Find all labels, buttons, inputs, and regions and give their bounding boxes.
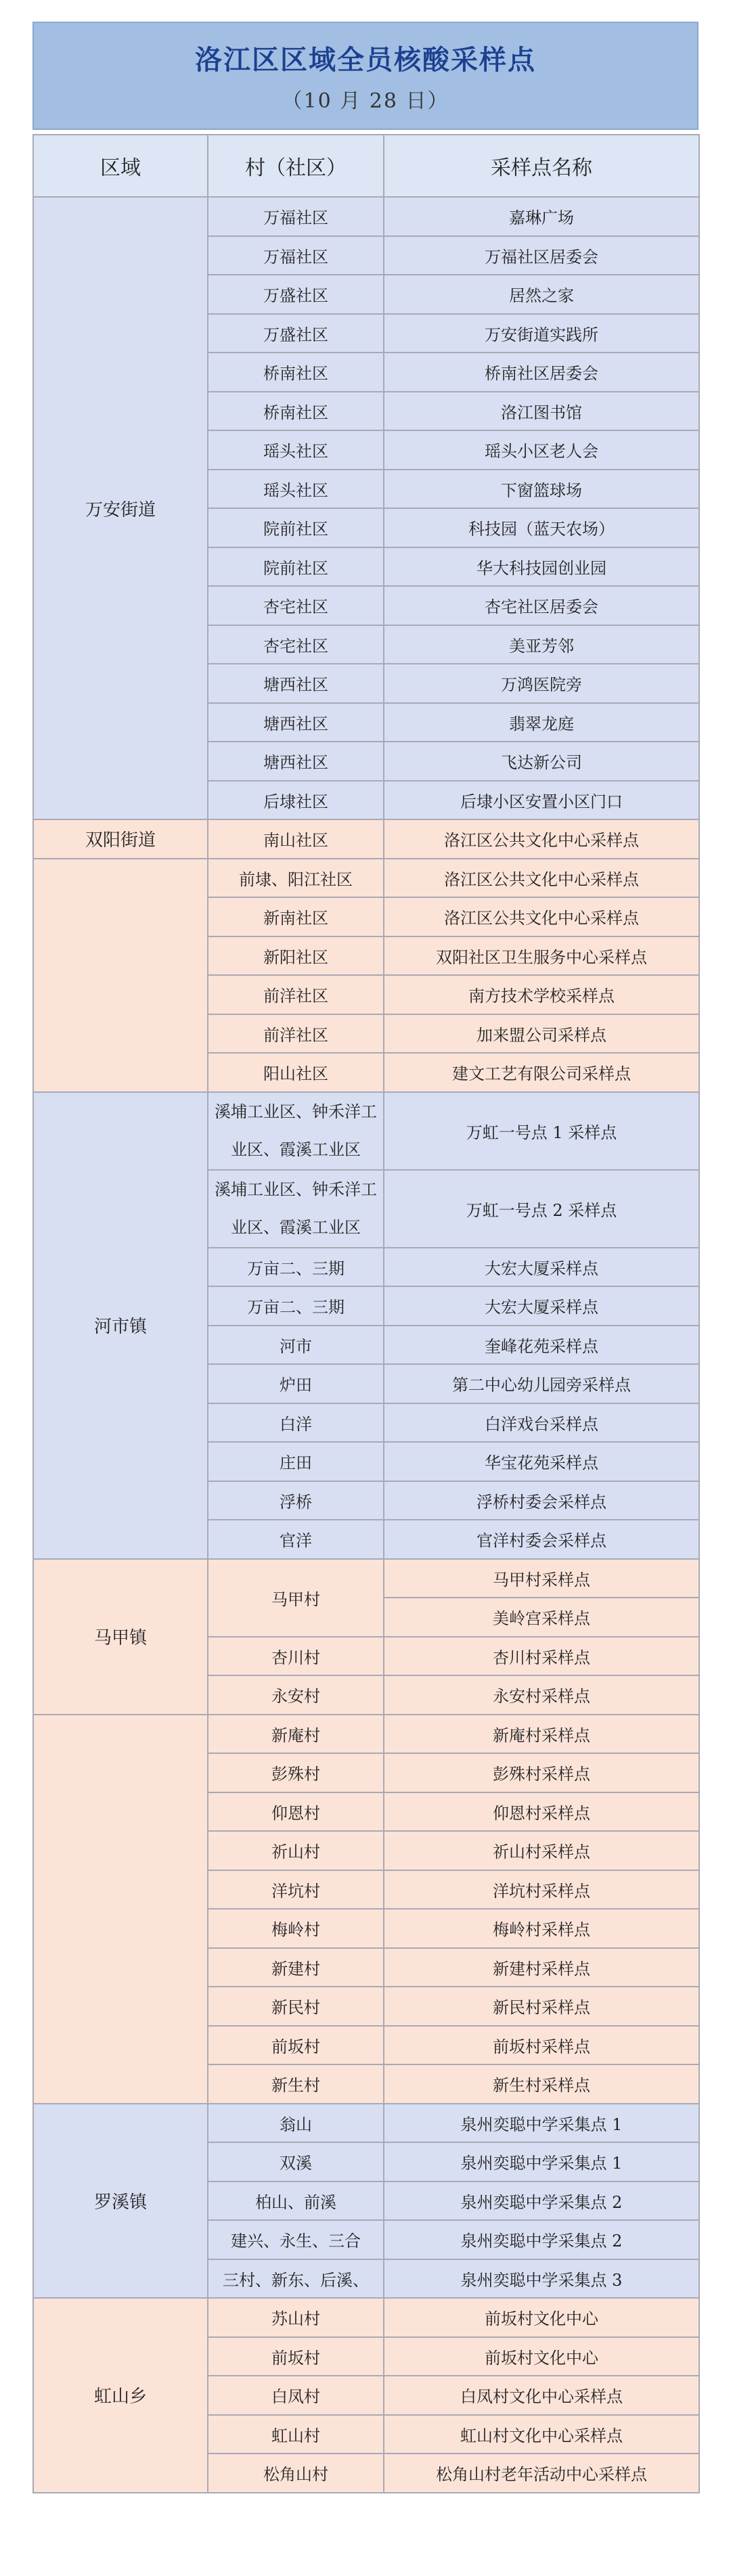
village-cell: 炉田: [208, 1364, 384, 1403]
sampling-table: [32, 134, 700, 2493]
area-cell: [33, 859, 208, 1092]
site-cell: 泉州奕聪中学采集点 2: [384, 2220, 699, 2259]
site-cell: 马甲村采样点: [384, 1559, 699, 1598]
village-cell: 河市: [208, 1326, 384, 1365]
site-cell: 祈山村采样点: [384, 1831, 699, 1870]
page-subtitle: （10 月 28 日）: [282, 89, 449, 113]
site-cell: 泉州奕聪中学采集点 2: [384, 2182, 699, 2221]
site-cell: 前坂村采样点: [384, 2026, 699, 2065]
village-cell: 双溪: [208, 2142, 384, 2182]
header-area: 区域: [33, 135, 208, 197]
village-cell: 仰恩村: [208, 1792, 384, 1832]
village-cell: 建兴、永生、三合: [208, 2220, 384, 2259]
village-cell: 梅岭村: [208, 1909, 384, 1948]
site-cell: 万安街道实践所: [384, 314, 699, 353]
table-header-row: [33, 135, 699, 197]
village-cell: 三村、新东、后溪、: [208, 2259, 384, 2299]
village-cell: 南山社区: [208, 819, 384, 859]
site-cell: 桥南社区居委会: [384, 353, 699, 392]
site-cell: 美岭宫采样点: [384, 1598, 699, 1637]
table-row: [33, 2298, 699, 2337]
village-cell: 瑶头社区: [208, 430, 384, 470]
site-cell: 万虹一号点 1 采样点: [384, 1092, 699, 1170]
site-cell: 泉州奕聪中学采集点 1: [384, 2142, 699, 2182]
village-cell: 前洋社区: [208, 1014, 384, 1054]
village-cell: 新阳社区: [208, 936, 384, 976]
village-cell: 白凤村: [208, 2376, 384, 2415]
site-cell: 万福社区居委会: [384, 236, 699, 275]
site-cell: 南方技术学校采样点: [384, 975, 699, 1014]
site-cell: 虹山村文化中心采样点: [384, 2415, 699, 2454]
village-cell: 新南社区: [208, 897, 384, 936]
village-cell: 翁山: [208, 2104, 384, 2143]
village-cell: 万福社区: [208, 197, 384, 236]
village-cell: 后埭社区: [208, 781, 384, 820]
village-cell: 阳山社区: [208, 1053, 384, 1092]
header-site: 采样点名称: [384, 135, 699, 197]
village-cell: 苏山村: [208, 2298, 384, 2337]
site-cell: 前坂村文化中心: [384, 2298, 699, 2337]
village-cell: 溪埔工业区、钟禾洋工业区、霞溪工业区: [208, 1092, 384, 1170]
village-cell: 松角山村: [208, 2454, 384, 2493]
table-body: [33, 197, 699, 2493]
site-cell: 华宝花苑采样点: [384, 1442, 699, 1481]
village-cell: 浮桥: [208, 1481, 384, 1520]
village-cell: 万福社区: [208, 236, 384, 275]
village-cell: 万盛社区: [208, 314, 384, 353]
village-cell: 桥南社区: [208, 353, 384, 392]
header-village: 村（社区）: [208, 135, 384, 197]
village-cell: 新庵村: [208, 1715, 384, 1754]
site-cell: 彭殊村采样点: [384, 1753, 699, 1792]
village-cell: 永安村: [208, 1675, 384, 1715]
site-cell: 洛江区公共文化中心采样点: [384, 819, 699, 859]
table-row: [33, 2104, 699, 2143]
site-cell: 加来盟公司采样点: [384, 1014, 699, 1054]
site-cell: 泉州奕聪中学采集点 3: [384, 2259, 699, 2299]
site-cell: 嘉琳广场: [384, 197, 699, 236]
village-cell: 万亩二、三期: [208, 1286, 384, 1326]
village-cell: 彭殊村: [208, 1753, 384, 1792]
site-cell: 杏宅社区居委会: [384, 586, 699, 625]
area-cell: 虹山乡: [33, 2298, 208, 2493]
area-cell: 万安街道: [33, 197, 208, 819]
site-cell: 华大科技园创业园: [384, 547, 699, 587]
village-cell: 柏山、前溪: [208, 2182, 384, 2221]
page-title: 洛江区区域全员核酸采样点: [195, 44, 536, 76]
site-cell: 官洋村委会采样点: [384, 1520, 699, 1559]
site-cell: 新生村采样点: [384, 2064, 699, 2104]
village-cell: 洋坑村: [208, 1870, 384, 1910]
table-row: [33, 1092, 699, 1170]
site-cell: 第二中心幼儿园旁采样点: [384, 1364, 699, 1403]
village-cell: 官洋: [208, 1520, 384, 1559]
site-cell: 科技园（蓝天农场）: [384, 508, 699, 547]
village-cell: 万盛社区: [208, 275, 384, 314]
village-cell: 祈山村: [208, 1831, 384, 1870]
site-cell: 瑶头小区老人会: [384, 430, 699, 470]
site-cell: 翡翠龙庭: [384, 703, 699, 742]
site-cell: 永安村采样点: [384, 1675, 699, 1715]
village-cell: 杏川村: [208, 1637, 384, 1676]
site-cell: 松角山村老年活动中心采样点: [384, 2454, 699, 2493]
area-cell: 河市镇: [33, 1092, 208, 1559]
table-row: [33, 1715, 699, 1754]
village-cell: 瑶头社区: [208, 470, 384, 509]
title-banner: [32, 22, 699, 130]
village-cell: 新民村: [208, 1987, 384, 2026]
site-cell: 仰恩村采样点: [384, 1792, 699, 1832]
area-cell: 罗溪镇: [33, 2104, 208, 2299]
site-cell: 浮桥村委会采样点: [384, 1481, 699, 1520]
site-cell: 泉州奕聪中学采集点 1: [384, 2104, 699, 2143]
site-cell: 洛江图书馆: [384, 392, 699, 431]
village-cell: 前洋社区: [208, 975, 384, 1014]
site-cell: 新民村采样点: [384, 1987, 699, 2026]
area-cell: 马甲镇: [33, 1559, 208, 1715]
site-cell: 新建村采样点: [384, 1948, 699, 1987]
site-cell: 双阳社区卫生服务中心采样点: [384, 936, 699, 976]
village-cell: 虹山村: [208, 2415, 384, 2454]
sampling-sheet: [32, 22, 699, 2493]
site-cell: 美亚芳邻: [384, 625, 699, 664]
site-cell: 大宏大厦采样点: [384, 1248, 699, 1287]
site-cell: 居然之家: [384, 275, 699, 314]
village-cell: 杏宅社区: [208, 625, 384, 664]
table-row: [33, 1559, 699, 1598]
site-cell: 建文工艺有限公司采样点: [384, 1053, 699, 1092]
site-cell: 大宏大厦采样点: [384, 1286, 699, 1326]
village-cell: 塘西社区: [208, 742, 384, 781]
table-row: [33, 819, 699, 859]
village-cell: 白洋: [208, 1403, 384, 1443]
site-cell: 白凤村文化中心采样点: [384, 2376, 699, 2415]
village-cell: 前坂村: [208, 2026, 384, 2065]
site-cell: 杏川村采样点: [384, 1637, 699, 1676]
village-cell: 马甲村: [208, 1559, 384, 1637]
site-cell: 万鸿医院旁: [384, 664, 699, 703]
site-cell: 下窗篮球场: [384, 470, 699, 509]
table-row: [33, 859, 699, 898]
village-cell: 前坂村: [208, 2337, 384, 2376]
village-cell: 溪埔工业区、钟禾洋工业区、霞溪工业区: [208, 1170, 384, 1248]
table-row: [33, 197, 699, 236]
site-cell: 洛江区公共文化中心采样点: [384, 897, 699, 936]
site-cell: 万虹一号点 2 采样点: [384, 1170, 699, 1248]
area-cell: [33, 1715, 208, 2104]
village-cell: 院前社区: [208, 547, 384, 587]
village-cell: 杏宅社区: [208, 586, 384, 625]
village-cell: 塘西社区: [208, 703, 384, 742]
village-cell: 塘西社区: [208, 664, 384, 703]
site-cell: 白洋戏台采样点: [384, 1403, 699, 1443]
site-cell: 洛江区公共文化中心采样点: [384, 859, 699, 898]
site-cell: 洋坑村采样点: [384, 1870, 699, 1910]
village-cell: 前埭、阳江社区: [208, 859, 384, 898]
site-cell: 前坂村文化中心: [384, 2337, 699, 2376]
village-cell: 万亩二、三期: [208, 1248, 384, 1287]
site-cell: 新庵村采样点: [384, 1715, 699, 1754]
site-cell: 梅岭村采样点: [384, 1909, 699, 1948]
site-cell: 后埭小区安置小区门口: [384, 781, 699, 820]
village-cell: 庄田: [208, 1442, 384, 1481]
village-cell: 新建村: [208, 1948, 384, 1987]
village-cell: 院前社区: [208, 508, 384, 547]
village-cell: 新生村: [208, 2064, 384, 2104]
area-cell: 双阳街道: [33, 819, 208, 859]
village-cell: 桥南社区: [208, 392, 384, 431]
site-cell: 奎峰花苑采样点: [384, 1326, 699, 1365]
site-cell: 飞达新公司: [384, 742, 699, 781]
